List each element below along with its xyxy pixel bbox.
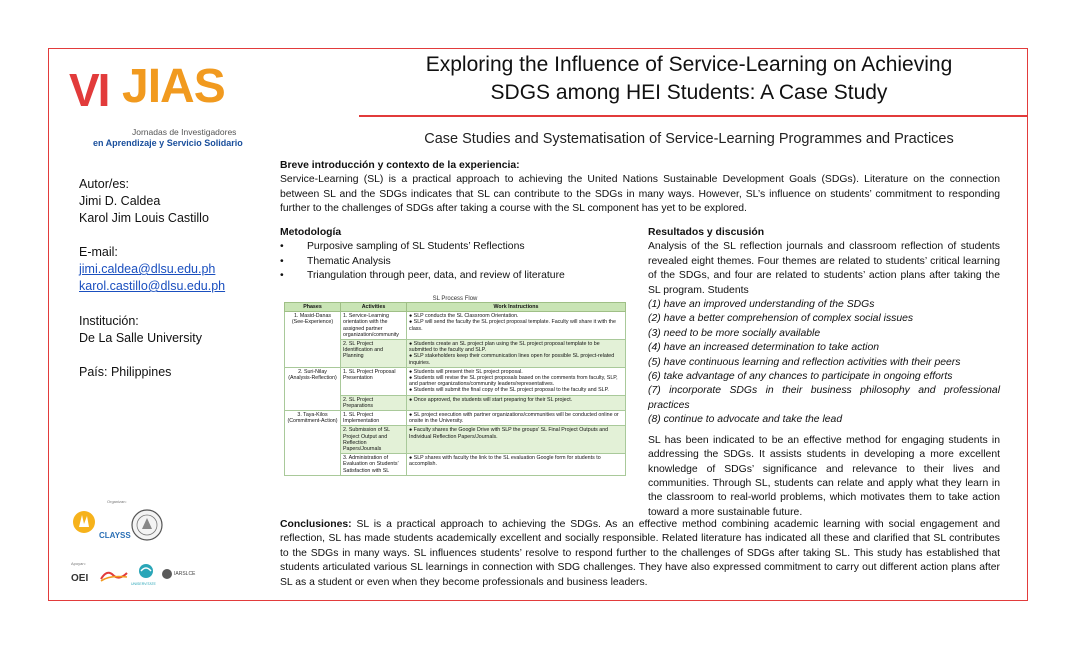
conclusion-text: SL is a practical approach to achieving the SDGs. As an effective method combining academic learning with social engagement and reflection, SL has made students academically excellent and socially responsible. Related literature has indicated all these and clarified that SL contributes to the SDGs in many ways. SL influences students’ resolve to respond further to the challenges of SDGs after taking SL. This study has established that students articulated various SL learnings in connection with SDG challenges. They have also expressed commitment to carry out different action plans after SL as a student or even when they become professionals and business leaders. (280, 519, 1000, 588)
phase-cell: 1. Masid-Danas (See-Experience) (285, 312, 341, 368)
results-heading: Resultados y discusión (648, 227, 765, 238)
institution-block (79, 313, 202, 347)
col-header-work-instructions: Work Instructions (407, 303, 626, 312)
table-row (285, 312, 626, 340)
method-heading: Metodología (280, 227, 342, 238)
results-closing: SL has been indicated to be an effective method for engaging students in addressing the SDGs. It assists students in developing a more excellent knowledge of SDGs’ significance and relevance to their lives and communities. Through SL, students can relate and apply what they learn in the classroom to real-world problems, which motivates them to take action toward a more sustainable future. (648, 434, 1000, 518)
email-link-2[interactable]: karol.castillo@dlsu.edu.ph (79, 279, 226, 293)
logo-subtitle-line2: en Aprendizaje y Servicio Solidario (93, 138, 243, 148)
poster-frame (48, 48, 1028, 601)
theme-item: (8) continue to advocate and take the lead (648, 414, 843, 426)
iarslce-logo-icon (161, 567, 173, 579)
title-divider (359, 115, 1028, 117)
instruction-cell: ● Students will present their SL project proposal. ● Students will revise the SL project proposals based on the comments from faculty, SLP, and partner organizations/community leaders/representatives. ● Students will submit the final copy of the SL project proposal to the faculty and SLP. (407, 367, 626, 395)
instruction-cell: ● SLP shares with faculty the link to the SL evaluation Google form for students to accomplish. (407, 454, 626, 476)
institution-label: Institución: (79, 314, 139, 328)
clayss-logo (71, 509, 129, 543)
logo-vi-text: VI (69, 64, 109, 116)
method-item: • Triangulation through peer, data, and review of literature (280, 269, 620, 283)
country: País: Philippines (79, 365, 172, 379)
intro-heading: Breve introducción y contexto de la experiencia: (280, 160, 520, 171)
uniservitate-text: UNISERVITATE (131, 582, 156, 586)
poster-subtitle: Case Studies and Systematisation of Service-Learning Programmes and Practices (424, 131, 954, 147)
theme-item: (3) need to be more socially available (648, 327, 821, 339)
logo-subtitle-line1: Jornadas de Investigadores (132, 127, 237, 137)
instruction-cell: ● Once approved, the students will start preparing for their SL project. (407, 395, 626, 410)
activity-cell: 2. SL Project Preparations (341, 395, 407, 410)
university-seal-icon (131, 509, 163, 541)
oei-logo-text: OEI (71, 573, 89, 584)
themes-list (648, 298, 1000, 428)
title-line-2: SDGS among HEI Students: A Case Study (490, 81, 888, 104)
col-header-phases: Phases (285, 303, 341, 312)
instruction-cell: ● Students create an SL project plan using the SL project proposal template to be submitted to the faculty and SLP. ● SLP stakeholders keep their communication lines open for possible SL project-related inquiries. (407, 340, 626, 368)
col-header-activities: Activities (341, 303, 407, 312)
process-flow-figure (284, 296, 626, 476)
phase-cell: 3. Taya-Kilos (Commitment-Action) (285, 411, 341, 476)
flow-title: SL Process Flow (432, 296, 478, 302)
method-item: • Purposive sampling of SL Students’ Reflections (280, 240, 620, 254)
email-label: E-mail: (79, 245, 118, 259)
logo-jias-text: JIAS (122, 60, 225, 113)
table-row (285, 411, 626, 426)
authors-label: Autor/es: (79, 177, 130, 191)
activity-cell: 2. Submission of SL Project Output and Reflection Papers/Journals (341, 426, 407, 454)
theme-item: (1) have an improved understanding of the SDGs (648, 299, 875, 311)
activity-cell: 2. SL Project Identification and Planning (341, 340, 407, 368)
author-2: Karol Jim Louis Castillo (79, 211, 209, 225)
author-1: Jimi D. Caldea (79, 194, 161, 208)
method-item: • Thematic Analysis (280, 255, 620, 269)
theme-item: (7) incorporate SDGs in their business philosophy and professional practices (648, 385, 1000, 411)
organizers-label: Organizan: (107, 499, 127, 504)
institution-name: De La Salle University (79, 331, 202, 345)
title-line-1: Exploring the Influence of Service-Learning on Achieving (425, 53, 953, 76)
results-intro: Analysis of the SL reflection journals and classroom reflection of students revealed eight themes. Four themes are related to students’ critical learning of the SDGs, and four are related to students’ action plans after taking the SL program. Students (648, 241, 1000, 296)
intro-text: Service-Learning (SL) is a practical approach to achieving the United Nations Sustainable Development Goals (SDGs). Literature on the connection between SL and the SDGs indicates that SL can contribute to the SDGs in many ways. However, SL’s influence on students’ commitment to responding further to the challenges of SDGs after taking a course with the SL component has yet to be explored. (280, 174, 1000, 215)
activity-cell: 1. Service-Learning orientation with the assigned partner organization/community (341, 312, 407, 340)
theme-item: (4) have an increased determination to take action (648, 342, 880, 354)
table-header-row (285, 303, 626, 312)
poster-title (359, 51, 1019, 107)
supporters-label: Apoyan: (71, 561, 86, 566)
iarslce-text: IARSLCE (174, 571, 196, 577)
supporter-logo-icon (99, 567, 129, 583)
activity-cell: 3. Administration of Evaluation on Students’ Satisfaction with SL (341, 454, 407, 476)
conclusion-section (280, 518, 1000, 590)
authors-block (79, 176, 209, 227)
results-section (648, 226, 1000, 520)
clayss-text: CLAYSS (99, 531, 131, 540)
process-flow-table (284, 302, 626, 476)
activity-cell: 1. SL Project Proposal Presentation (341, 367, 407, 395)
email-block (79, 244, 225, 295)
instruction-cell: ● SLP conducts the SL Classroom Orientation. ● SLP will send the faculty the SL project proposal template. Faculty will share it with the class. (407, 312, 626, 340)
intro-section (280, 159, 1000, 217)
theme-item: (2) have a better comprehension of complex social issues (648, 313, 914, 325)
phase-cell: 2. Suri-Nilay (Analysis-Reflection) (285, 367, 341, 410)
uniservitate-logo-icon (135, 563, 157, 581)
email-link-1[interactable]: jimi.caldea@dlsu.edu.ph (79, 262, 216, 276)
instruction-cell: ● SL project execution with partner organizations/communities will be conducted online or onsite in the University. (407, 411, 626, 426)
instruction-cell: ● Faculty shares the Google Drive with SLP the groups’ SL Final Project Outputs and Individual Reflection Papers/Journals. (407, 426, 626, 454)
theme-item: (6) take advantage of any chances to participate in ongoing efforts (648, 371, 953, 383)
conclusion-heading: Conclusiones: (280, 519, 352, 530)
activity-cell: 1. SL Project Implementation (341, 411, 407, 426)
table-row (285, 367, 626, 395)
method-section (280, 226, 620, 284)
theme-item: (5) have continuous learning and reflection activities with their peers (648, 356, 961, 368)
